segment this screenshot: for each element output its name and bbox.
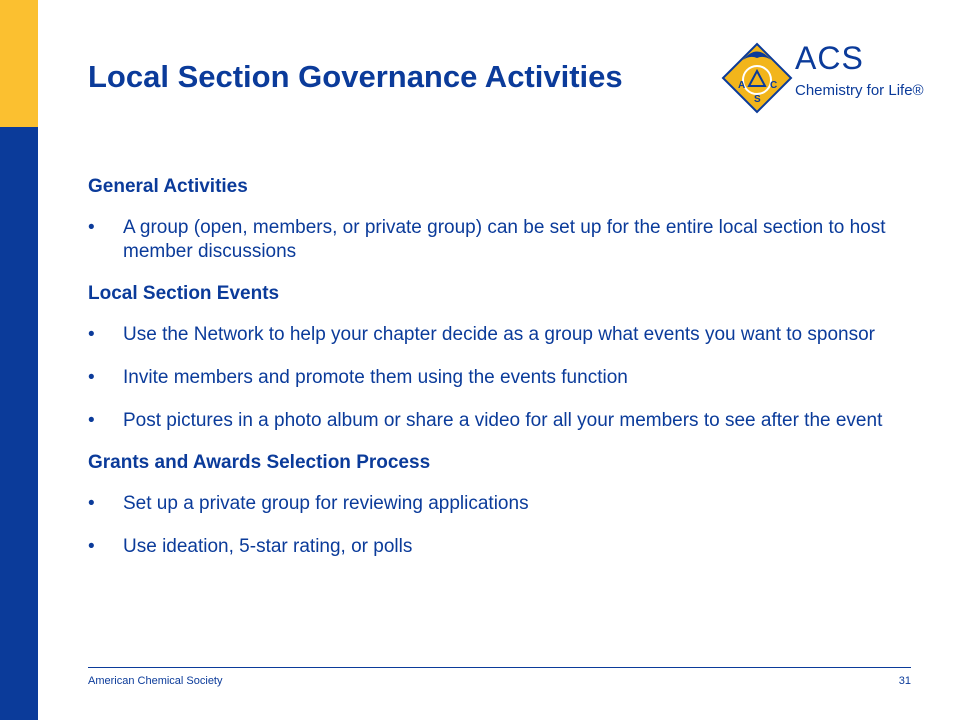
bullet-item [88,409,888,433]
bullet-marker: • [88,217,95,238]
section-heading-general: General Activities [88,176,248,197]
blue-accent-bar [0,127,38,720]
seal-lettering [718,38,796,118]
seal-letter-c: C [770,80,778,91]
seal-letter-s: S [754,94,761,105]
bullet-text: Use the Network to help your chapter decide as a group what events you want to sponsor [123,324,875,345]
bullet-text: Set up a private group for reviewing applications [123,493,529,514]
slide-body [88,176,888,578]
bullet-item [88,323,888,347]
page-number: 31 [898,675,911,687]
bullet-marker: • [88,324,95,345]
bullet-text: Use ideation, 5-star rating, or polls [123,536,413,557]
bullet-text: Post pictures in a photo album or share a video for all your members to see after the event [123,410,883,431]
footer-organization: American Chemical Society [88,675,223,687]
bullet-item [88,492,888,516]
seal-letter-a: A [738,80,746,91]
bullet-marker: • [88,536,95,557]
acs-logo [718,38,928,118]
bullet-text: A group (open, members, or private group) can be set up for the entire local section to host member discussions [123,217,886,262]
bullet-item [88,366,888,390]
bullet-marker: • [88,493,95,514]
logo-tagline: Chemistry for Life® [795,82,924,99]
bullet-item [88,216,888,264]
bullet-marker: • [88,410,95,431]
gold-accent-bar [0,0,38,127]
bullet-item [88,535,888,559]
section-heading-grants: Grants and Awards Selection Process [88,452,431,473]
footer-divider [88,667,911,668]
logo-wordmark: ACS [795,40,864,76]
bullet-marker: • [88,367,95,388]
bullet-text: Invite members and promote them using the events function [123,367,628,388]
slide-title: Local Section Governance Activities [88,59,623,94]
section-heading-events: Local Section Events [88,283,280,304]
